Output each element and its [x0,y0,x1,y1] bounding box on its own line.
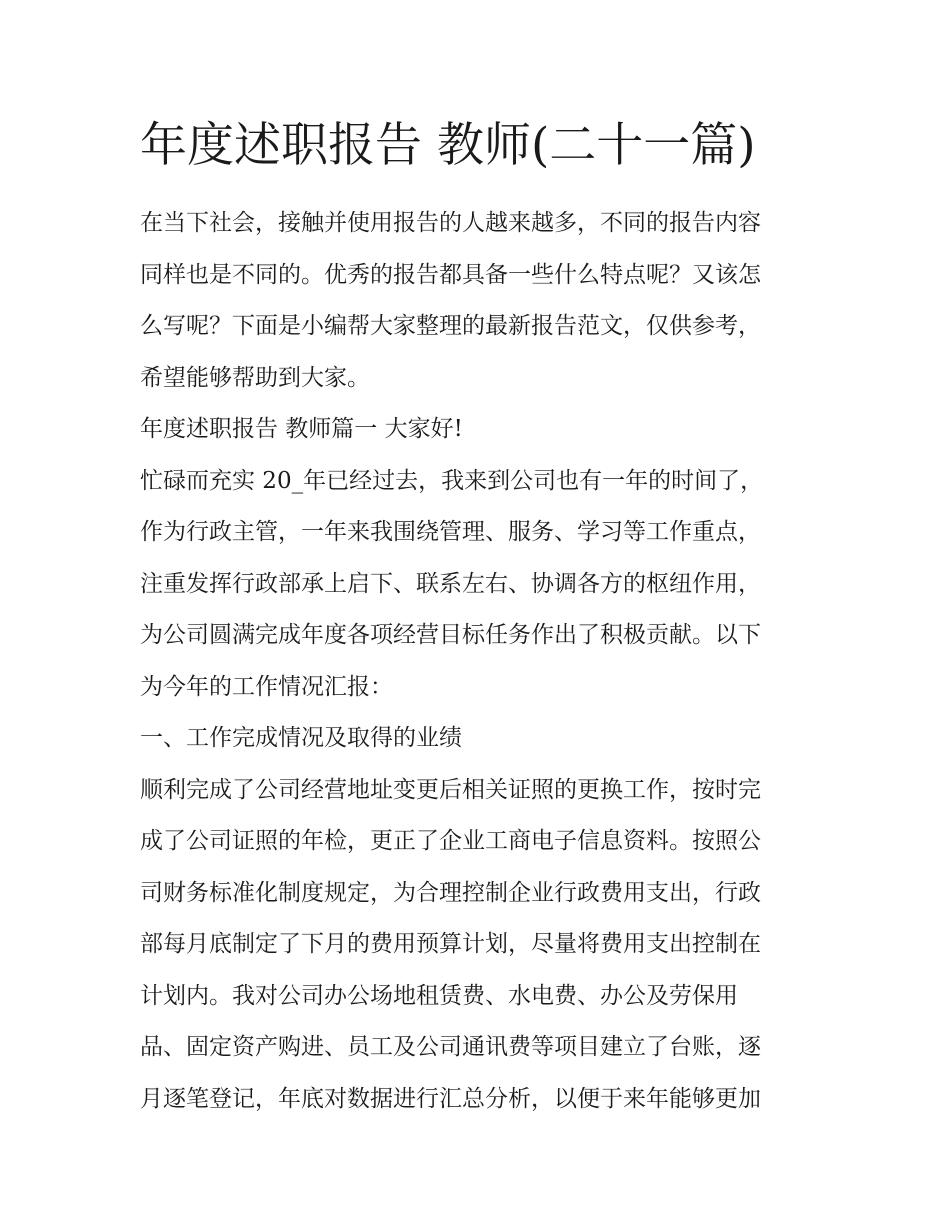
paragraph-line: 部每月底制定了下月的费用预算计划，尽量将费用支出控制在 [140,931,761,957]
document-body [140,198,812,1125]
paragraph-line: 月逐笔登记，年底对数据进行汇总分析，以便于来年能够更加 [140,1085,761,1112]
paragraph-line: 司财务标准化制度规定，为合理控制企业行政费用支出，行政 [140,879,761,906]
paragraph-line: 顺利完成了公司经营地址变更后相关证照的更换工作，按时完 [140,776,761,803]
paragraph-line: 品、固定资产购进、员工及公司通讯费等项目建立了台账，逐 [140,1034,761,1060]
paragraph-line: 成了公司证照的年检，更正了企业工商电子信息资料。按照公 [140,828,761,854]
paragraph-line: 注重发挥行政部承上启下、联系左右、协调各方的枢纽作用， [140,570,761,597]
paragraph-line: 计划内。我对公司办公场地租赁费、水电费、办公及劳保用 [140,982,738,1009]
paragraph-line: 么写呢？下面是小编帮大家整理的最新报告范文，仅供参考， [140,313,761,339]
section-heading: 年度述职报告 教师篇一 大家好! [140,416,463,442]
section-heading: 一、工作完成情况及取得的业绩 [140,725,462,751]
paragraph-line: 忙碌而充实 20_年已经过去，我来到公司也有一年的时间了， [140,467,764,494]
paragraph-line: 作为行政主管，一年来我围绕管理、服务、学习等工作重点， [140,519,761,545]
paragraph-line: 在当下社会，接触并使用报告的人越来越多，不同的报告内容 [140,210,761,236]
paragraph-line: 同样也是不同的。优秀的报告都具备一些什么特点呢？又该怎 [140,261,761,288]
document-title: 年度述职报告 教师(二十一篇) [140,118,756,173]
paragraph-line: 希望能够帮助到大家。 [140,364,370,391]
paragraph-line: 为今年的工作情况汇报： [140,673,393,700]
paragraph-line: 为公司圆满完成年度各项经营目标任务作出了积极贡献。以下 [140,622,761,648]
